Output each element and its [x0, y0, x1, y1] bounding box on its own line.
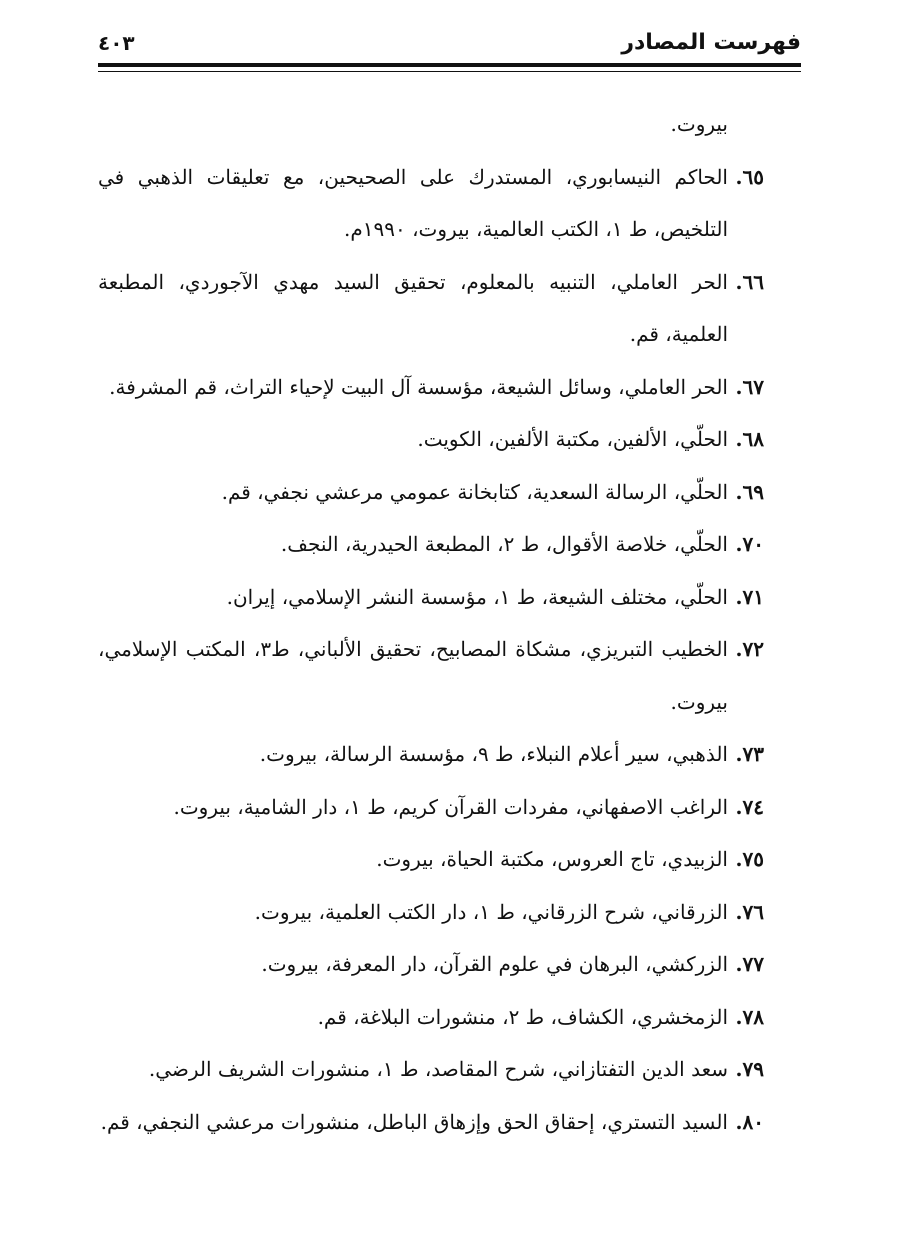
page-header [98, 28, 801, 58]
entry-number: ٧٧. [735, 952, 764, 976]
entry-number: ٧٣. [735, 742, 764, 766]
entry-text: سعد الدين التفتازاني، شرح المقاصد، ط ١، منشورات الشريف الرضي. [148, 1057, 728, 1081]
entry-number: ٦٩. [735, 479, 764, 504]
bibliography-entry [98, 466, 764, 519]
entry-number: ٧٦. [735, 899, 764, 924]
entry-number: ٧٤. [735, 794, 764, 819]
entry-number: ٧٠. [735, 532, 764, 556]
entry-number: ٦٧. [735, 374, 764, 399]
bibliography-entry [98, 1043, 764, 1096]
entry-text: الذهبي، سير أعلام النبلاء، ط ٩، مؤسسة الرسالة، بيروت. [259, 742, 728, 766]
entry-number: ٧٩. [735, 1057, 764, 1081]
entry-number: ٧٢. [735, 637, 764, 661]
entry-number: ٨٠. [735, 1109, 764, 1134]
bibliography-entry [98, 571, 764, 624]
entry-text: الزبيدي، تاج العروس، مكتبة الحياة، بيروت. [376, 847, 728, 871]
entry-number: ٦٥. [735, 164, 764, 189]
entry-text: الحلّي، الرسالة السعدية، كتابخانة عمومي مرعشي نجفي، قم. [221, 479, 728, 504]
bibliography-entry [98, 413, 764, 466]
bibliography-entry [98, 151, 764, 256]
entry-text: الزركشي، البرهان في علوم القرآن، دار المعرفة، بيروت. [261, 952, 728, 976]
page-number: ٤٠٣ [98, 31, 135, 55]
header-rule-thin [98, 71, 801, 72]
entry-text: الحلّي، مختلف الشيعة، ط ١، مؤسسة النشر الإسلامي، إيران. [226, 584, 728, 609]
bibliography-entry [98, 833, 764, 886]
bibliography-entry [98, 518, 764, 571]
entry-number: ٦٦. [735, 269, 764, 294]
bibliography-entry [98, 623, 764, 728]
bibliography-entry [98, 361, 764, 414]
bibliography-list [98, 98, 764, 1148]
entry-text: السيد التستري، إحقاق الحق وإزهاق الباطل، منشورات مرعشي النجفي، قم. [100, 1109, 728, 1134]
entry-text: الحلّي، خلاصة الأقوال، ط ٢، المطبعة الحيدرية، النجف. [280, 532, 728, 556]
entry-number: ٧٥. [735, 847, 764, 871]
continuation-line: بيروت. [670, 112, 728, 136]
running-title: فهرست المصادر [621, 30, 801, 55]
entry-number: ٧١. [735, 584, 764, 609]
header-rule-thick [98, 63, 801, 67]
entry-number: ٧٨. [735, 1004, 764, 1029]
entry-text: الحاكم النيسابوري، المستدرك على الصحيحين، مع تعليقات الذهبي في التلخيص، ط ١، الكتب العالمية، بيروت، ١٩٩٠م. [98, 164, 728, 241]
entry-text: الزمخشري، الكشاف، ط ٢، منشورات البلاغة، قم. [317, 1004, 728, 1029]
entry-text: الزرقاني، شرح الزرقاني، ط ١، دار الكتب العلمية، بيروت. [254, 899, 728, 924]
entry-text: الراغب الاصفهاني، مفردات القرآن كريم، ط ١، دار الشامية، بيروت. [173, 794, 728, 819]
bibliography-entry [98, 256, 764, 361]
bibliography-entry [98, 781, 764, 834]
bibliography-entry [98, 938, 764, 991]
entry-text: الخطيب التبريزي، مشكاة المصابيح، تحقيق الألباني، ط٣، المكتب الإسلامي، بيروت. [98, 637, 728, 714]
entry-text: الحر العاملي، وسائل الشيعة، مؤسسة آل البيت لإحياء التراث، قم المشرفة. [109, 374, 728, 399]
bibliography-entry [98, 1096, 764, 1149]
bibliography-entry [98, 728, 764, 781]
entry-number: ٦٨. [735, 427, 764, 451]
bibliography-entry [98, 886, 764, 939]
bibliography-entry [98, 991, 764, 1044]
entry-text: الحلّي، الألفين، مكتبة الألفين، الكويت. [417, 427, 728, 451]
entry-text: الحر العاملي، التنبيه بالمعلوم، تحقيق السيد مهدي الآجوردي، المطبعة العلمية، قم. [98, 269, 728, 346]
